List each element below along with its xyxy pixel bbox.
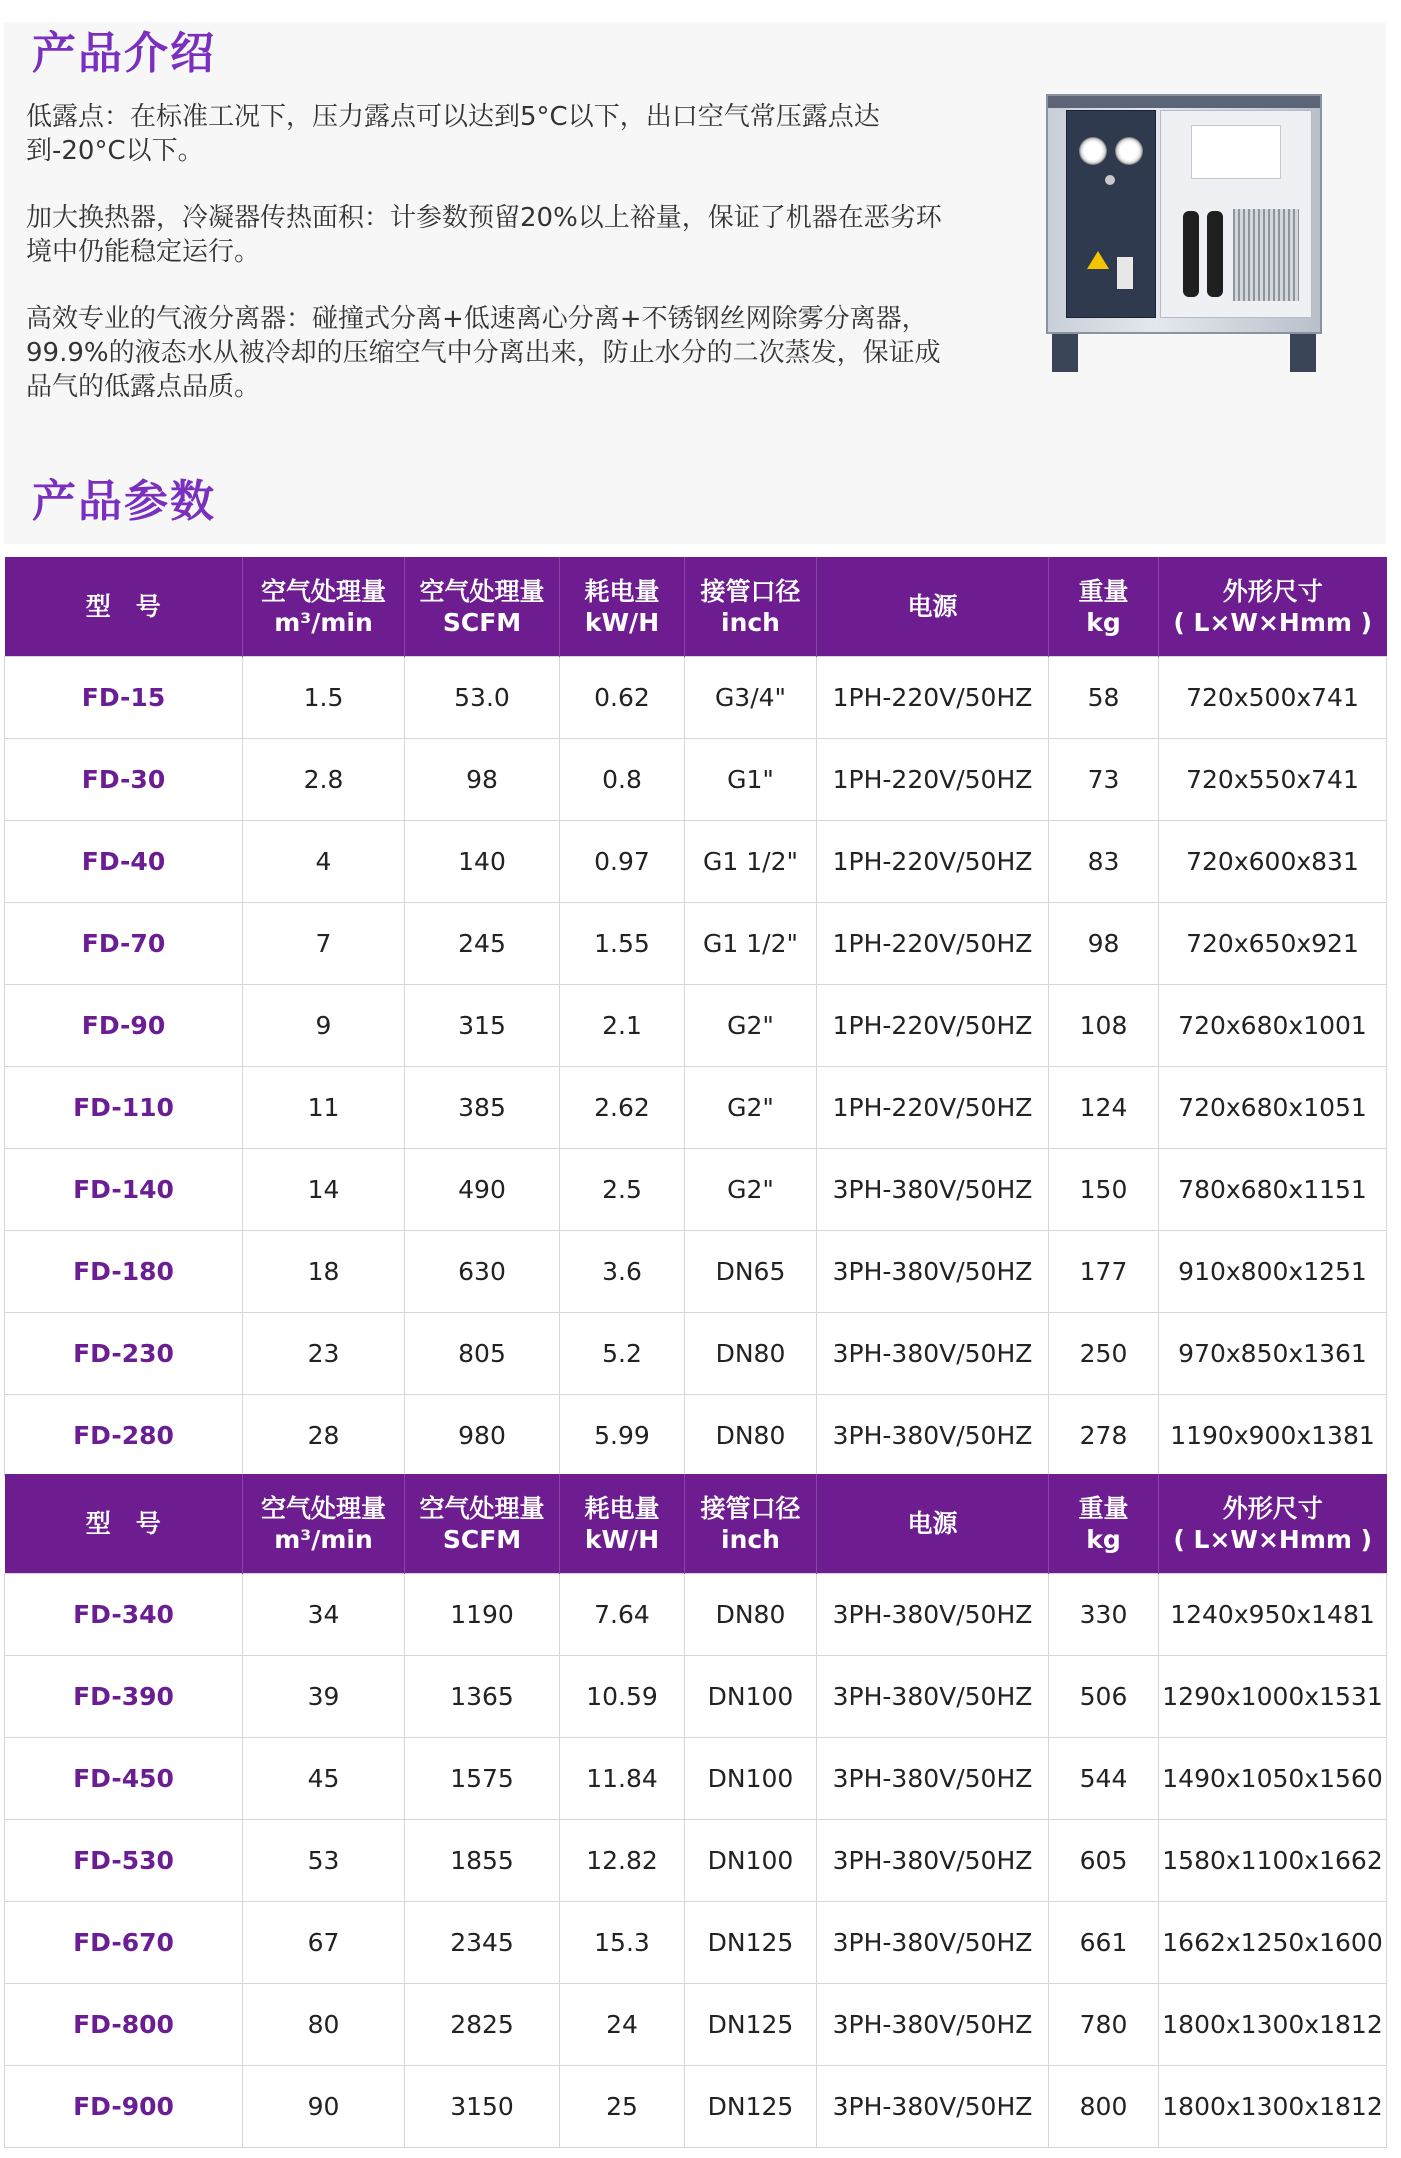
condenser-coil [1233, 209, 1299, 301]
cell-supply: 1PH-220V/50HZ [817, 657, 1049, 739]
cell-weight: 250 [1049, 1313, 1159, 1395]
cell-air-m3: 1.5 [243, 657, 405, 739]
header-pipe: 接管口径 inch [685, 1474, 817, 1574]
header-weight: 重量 kg [1049, 557, 1159, 657]
cell-air-m3: 34 [243, 1574, 405, 1656]
nameplate [1117, 257, 1133, 289]
cell-model: FD-900 [5, 2066, 243, 2148]
intro-text [26, 100, 946, 437]
cell-air-scfm: 1575 [405, 1738, 560, 1820]
switch-icon [1105, 175, 1115, 185]
table-row [5, 1984, 1387, 2066]
header-pipe: 接管口径 inch [685, 557, 817, 657]
header-air-m3: 空气处理量 m³/min [243, 557, 405, 657]
cell-weight: 83 [1049, 821, 1159, 903]
cell-dims: 720x680x1051 [1159, 1067, 1387, 1149]
table-row [5, 657, 1387, 739]
cell-dims: 910x800x1251 [1159, 1231, 1387, 1313]
cell-model: FD-280 [5, 1395, 243, 1477]
cell-weight: 544 [1049, 1738, 1159, 1820]
cell-model: FD-390 [5, 1656, 243, 1738]
cell-air-m3: 39 [243, 1656, 405, 1738]
cell-weight: 330 [1049, 1574, 1159, 1656]
header-weight: 重量 kg [1049, 1474, 1159, 1574]
intro-paragraph-separator: 高效专业的气液分离器：碰撞式分离+低速离心分离+不锈钢丝网除雾分离器， 99.9%的液态水从被冷却的压缩空气中分离出来，防止水分的二次蒸发，保证成品气的低露点品质。 [26, 304, 941, 402]
cell-weight: 278 [1049, 1395, 1159, 1477]
cell-model: FD-340 [5, 1574, 243, 1656]
table-row [5, 1574, 1387, 1656]
cell-pipe: G3/4" [685, 657, 817, 739]
table-row [5, 1149, 1387, 1231]
cell-air-scfm: 805 [405, 1313, 560, 1395]
cell-supply: 1PH-220V/50HZ [817, 739, 1049, 821]
pressure-gauge-icon [1115, 137, 1143, 165]
cell-power-use: 25 [560, 2066, 685, 2148]
table-row [5, 1395, 1387, 1477]
cell-dims: 1240x950x1481 [1159, 1574, 1387, 1656]
intro-paragraph-heat-exchanger: 加大换热器，冷凝器传热面积：计参数预留20%以上裕量，保证了机器在恶劣环境中仍能稳定运行。 [26, 203, 942, 267]
section-title-params: 产品参数 [32, 476, 216, 527]
cell-pipe: DN100 [685, 1738, 817, 1820]
cell-air-m3: 7 [243, 903, 405, 985]
spec-table-1 [4, 557, 1387, 1477]
cell-model: FD-90 [5, 985, 243, 1067]
control-panel [1066, 110, 1156, 318]
cell-weight: 73 [1049, 739, 1159, 821]
cell-weight: 780 [1049, 1984, 1159, 2066]
cell-dims: 1662x1250x1600 [1159, 1902, 1387, 1984]
cell-weight: 661 [1049, 1902, 1159, 1984]
cell-weight: 800 [1049, 2066, 1159, 2148]
cell-air-scfm: 1190 [405, 1574, 560, 1656]
cell-model: FD-450 [5, 1738, 243, 1820]
table-row [5, 1231, 1387, 1313]
cell-pipe: DN125 [685, 1902, 817, 1984]
cell-weight: 150 [1049, 1149, 1159, 1231]
cell-air-scfm: 2825 [405, 1984, 560, 2066]
header-air-scfm: 空气处理量 SCFM [405, 1474, 560, 1574]
cell-dims: 720x500x741 [1159, 657, 1387, 739]
cell-pipe: G2" [685, 1149, 817, 1231]
product-image [1046, 94, 1322, 372]
cell-air-m3: 90 [243, 2066, 405, 2148]
cell-air-scfm: 245 [405, 903, 560, 985]
cell-power-use: 5.99 [560, 1395, 685, 1477]
cell-dims: 780x680x1151 [1159, 1149, 1387, 1231]
table-row [5, 1656, 1387, 1738]
table-row [5, 1820, 1387, 1902]
cell-weight: 98 [1049, 903, 1159, 985]
cell-pipe: DN80 [685, 1313, 817, 1395]
header-air-m3: 空气处理量 m³/min [243, 1474, 405, 1574]
table-row [5, 1067, 1387, 1149]
cell-model: FD-40 [5, 821, 243, 903]
table-header-row [5, 1474, 1387, 1574]
cell-air-scfm: 980 [405, 1395, 560, 1477]
table-row [5, 821, 1387, 903]
cabinet-leg [1290, 334, 1316, 372]
cell-air-m3: 9 [243, 985, 405, 1067]
cell-air-scfm: 98 [405, 739, 560, 821]
cell-pipe: DN65 [685, 1231, 817, 1313]
cell-pipe: DN125 [685, 2066, 817, 2148]
cell-weight: 177 [1049, 1231, 1159, 1313]
cell-pipe: DN125 [685, 1984, 817, 2066]
table-row [5, 985, 1387, 1067]
cell-power-use: 24 [560, 1984, 685, 2066]
cell-weight: 605 [1049, 1820, 1159, 1902]
cell-pipe: DN80 [685, 1574, 817, 1656]
cell-pipe: G2" [685, 1067, 817, 1149]
cell-air-scfm: 1855 [405, 1820, 560, 1902]
cell-power-use: 5.2 [560, 1313, 685, 1395]
pressure-gauge-icon [1079, 137, 1107, 165]
cell-supply: 3PH-380V/50HZ [817, 1738, 1049, 1820]
cell-model: FD-670 [5, 1902, 243, 1984]
cell-power-use: 10.59 [560, 1656, 685, 1738]
cell-air-scfm: 315 [405, 985, 560, 1067]
cell-pipe: G1 1/2" [685, 903, 817, 985]
cell-supply: 3PH-380V/50HZ [817, 1902, 1049, 1984]
table-row [5, 903, 1387, 985]
cell-power-use: 7.64 [560, 1574, 685, 1656]
header-power-use: 耗电量 kW/H [560, 1474, 685, 1574]
cell-air-m3: 67 [243, 1902, 405, 1984]
cell-supply: 3PH-380V/50HZ [817, 1231, 1049, 1313]
table-row [5, 1738, 1387, 1820]
cell-weight: 108 [1049, 985, 1159, 1067]
cell-power-use: 11.84 [560, 1738, 685, 1820]
cell-power-use: 1.55 [560, 903, 685, 985]
cell-air-m3: 14 [243, 1149, 405, 1231]
cell-supply: 3PH-380V/50HZ [817, 1313, 1049, 1395]
cell-model: FD-530 [5, 1820, 243, 1902]
spec-table-2 [4, 1474, 1387, 2148]
header-model: 型 号 [5, 557, 243, 657]
cell-pipe: G1 1/2" [685, 821, 817, 903]
header-air-scfm: 空气处理量 SCFM [405, 557, 560, 657]
cell-weight: 124 [1049, 1067, 1159, 1149]
cell-supply: 1PH-220V/50HZ [817, 903, 1049, 985]
cell-power-use: 12.82 [560, 1820, 685, 1902]
cell-air-scfm: 53.0 [405, 657, 560, 739]
cell-model: FD-230 [5, 1313, 243, 1395]
cell-power-use: 0.97 [560, 821, 685, 903]
cell-supply: 3PH-380V/50HZ [817, 1984, 1049, 2066]
table-header-row [5, 557, 1387, 657]
header-dims: 外形尺寸 ( L×W×Hmm ) [1159, 1474, 1387, 1574]
header-supply: 电源 [817, 557, 1049, 657]
cell-air-scfm: 140 [405, 821, 560, 903]
cell-dims: 720x650x921 [1159, 903, 1387, 985]
cell-air-scfm: 630 [405, 1231, 560, 1313]
internal-components [1160, 110, 1312, 318]
cell-dims: 1800x1300x1812 [1159, 1984, 1387, 2066]
filter-tank [1207, 211, 1223, 297]
cell-air-scfm: 1365 [405, 1656, 560, 1738]
cell-power-use: 0.8 [560, 739, 685, 821]
cell-power-use: 15.3 [560, 1902, 685, 1984]
header-supply: 电源 [817, 1474, 1049, 1574]
cell-air-m3: 45 [243, 1738, 405, 1820]
cell-power-use: 2.62 [560, 1067, 685, 1149]
cell-power-use: 2.1 [560, 985, 685, 1067]
cell-dims: 720x680x1001 [1159, 985, 1387, 1067]
cell-pipe: DN100 [685, 1820, 817, 1902]
cell-air-m3: 18 [243, 1231, 405, 1313]
cell-dims: 1190x900x1381 [1159, 1395, 1387, 1477]
cell-air-scfm: 385 [405, 1067, 560, 1149]
header-dims: 外形尺寸 ( L×W×Hmm ) [1159, 557, 1387, 657]
cell-pipe: DN80 [685, 1395, 817, 1477]
warning-icon [1087, 251, 1109, 269]
cell-air-m3: 80 [243, 1984, 405, 2066]
cell-model: FD-800 [5, 1984, 243, 2066]
cell-air-m3: 53 [243, 1820, 405, 1902]
cell-model: FD-110 [5, 1067, 243, 1149]
cell-air-m3: 4 [243, 821, 405, 903]
cell-supply: 3PH-380V/50HZ [817, 1574, 1049, 1656]
header-model: 型 号 [5, 1474, 243, 1574]
cell-pipe: G2" [685, 985, 817, 1067]
table-row [5, 739, 1387, 821]
cell-supply: 3PH-380V/50HZ [817, 1395, 1049, 1477]
cell-dims: 720x600x831 [1159, 821, 1387, 903]
cell-dims: 1490x1050x1560 [1159, 1738, 1387, 1820]
cell-dims: 1800x1300x1812 [1159, 2066, 1387, 2148]
cell-air-scfm: 3150 [405, 2066, 560, 2148]
cell-supply: 1PH-220V/50HZ [817, 985, 1049, 1067]
cell-model: FD-140 [5, 1149, 243, 1231]
product-cabinet [1046, 94, 1322, 334]
cell-air-scfm: 490 [405, 1149, 560, 1231]
cell-air-m3: 28 [243, 1395, 405, 1477]
cell-dims: 1580x1100x1662 [1159, 1820, 1387, 1902]
cell-supply: 3PH-380V/50HZ [817, 2066, 1049, 2148]
cell-model: FD-180 [5, 1231, 243, 1313]
cell-weight: 58 [1049, 657, 1159, 739]
cell-air-scfm: 2345 [405, 1902, 560, 1984]
cell-dims: 720x550x741 [1159, 739, 1387, 821]
cell-air-m3: 11 [243, 1067, 405, 1149]
intro-paragraph-dew-point: 低露点：在标准工况下，压力露点可以达到5°C以下，出口空气常压露点达到-20°C以下。 [26, 102, 880, 166]
cell-model: FD-30 [5, 739, 243, 821]
table-row [5, 1313, 1387, 1395]
cell-supply: 1PH-220V/50HZ [817, 1067, 1049, 1149]
header-power-use: 耗电量 kW/H [560, 557, 685, 657]
cell-pipe: DN100 [685, 1656, 817, 1738]
cabinet-leg [1052, 334, 1078, 372]
table-row [5, 1902, 1387, 1984]
cell-supply: 3PH-380V/50HZ [817, 1149, 1049, 1231]
cell-supply: 1PH-220V/50HZ [817, 821, 1049, 903]
cell-power-use: 0.62 [560, 657, 685, 739]
cell-dims: 970x850x1361 [1159, 1313, 1387, 1395]
cell-power-use: 3.6 [560, 1231, 685, 1313]
cell-dims: 1290x1000x1531 [1159, 1656, 1387, 1738]
cell-air-m3: 23 [243, 1313, 405, 1395]
cell-pipe: G1" [685, 739, 817, 821]
circuit-board [1191, 125, 1281, 179]
filter-tank [1183, 211, 1199, 297]
cell-model: FD-15 [5, 657, 243, 739]
cell-air-m3: 2.8 [243, 739, 405, 821]
cell-model: FD-70 [5, 903, 243, 985]
cell-supply: 3PH-380V/50HZ [817, 1820, 1049, 1902]
cell-supply: 3PH-380V/50HZ [817, 1656, 1049, 1738]
cell-power-use: 2.5 [560, 1149, 685, 1231]
section-title-intro: 产品介绍 [32, 28, 216, 79]
cell-weight: 506 [1049, 1656, 1159, 1738]
table-row [5, 2066, 1387, 2148]
